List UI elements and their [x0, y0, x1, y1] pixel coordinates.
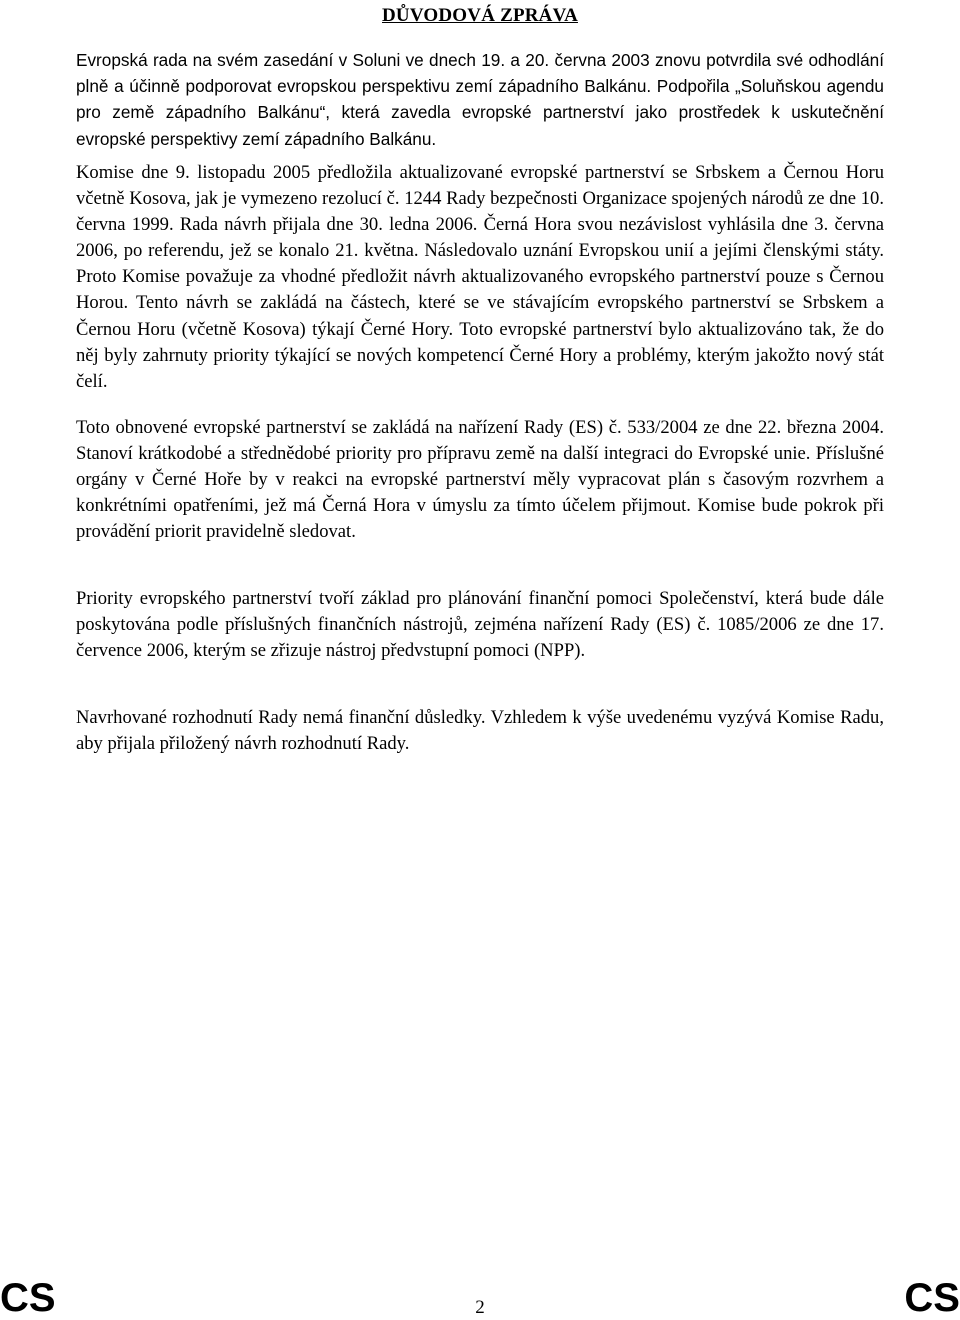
page-number: 2 [475, 1297, 485, 1318]
paragraph-thessaloniki: Evropská rada na svém zasedání v Soluni ve dnech 19. a 20. června 2003 znovu potvrdila své odhodlání plně a účinně podporovat evropskou perspektivu zemí západního Balkánu. Podpořila „Soluňskou agendu pro země západního Balkánu“, která zavedla evropské partnerství jako prostředek k uskutečnění evropské perspektivy zemí západního Balkánu. [76, 50, 884, 149]
paragraph-financial-assistance: Priority evropského partnerství tvoří základ pro plánování finanční pomoci Společenství, která bude dále poskytována podle příslušných finančních nástrojů, zejména nařízení Rady (ES) č. 1085/2006 ze dne 17. července 2006, kterým se zřizuje nástroj předvstupní pomoci (NPP). [76, 588, 884, 662]
paragraph-commission-partnership: Komise dne 9. listopadu 2005 předložila aktualizované evropské partnerství se Srbskem a Černou Horu včetně Kosova, jak je vymezeno rezolucí č. 1244 Rady bezpečnosti Organizace spojených národů ze dne 10. června 1999. Rada návrh přijala dne 30. ledna 2006. Černá Hora svou nezávislost vyhlásila dne 3. června 2006, po referendu, jež se konalo 21. května. Následovalo uznání Evropskou unií a jejími členskými státy. Proto Komise považuje za vhodné předložit návrh aktualizovaného evropského partnerství pouze s Černou Horou. Tento návrh se zakládá na částech, které se ve stávajícím evropského partnerství se Srbskem a Černou Horu (včetně Kosova) týkají Černé Hory. Toto evropské partnerství bylo aktualizováno tak, že do něj byly zahrnuty priority týkající se nových kompetencí Černé Hory a problémy, kterým jakožto nový stát čelí. [76, 162, 884, 392]
footer-language-left: CS [0, 1276, 56, 1320]
paragraph-financial-implications: Navrhované rozhodnutí Rady nemá finanční důsledky. Vzhledem k výše uvedenému vyzývá Komise Radu, aby přijala přiložený návrh rozhodnutí Rady. [76, 707, 884, 755]
page-title: DŮVODOVÁ ZPRÁVA [382, 5, 578, 26]
footer-language-right: CS [904, 1276, 960, 1320]
paragraph-council-regulation: Toto obnovené evropské partnerství se zakládá na nařízení Rady (ES) č. 533/2004 ze dne 22. března 2004. Stanoví krátkodobé a střednědobé priority pro přípravu země na další integraci do Evropské unie. Příslušné orgány v Černé Hoře by v reakci na evropské partnerství měly vypracovat plán s časovým rozvrhem a konkrétními opatřeními, jež má Černá Hora v úmyslu za tímto účelem přijmout. Komise bude pokrok při provádění priorit pravidelně sledovat. [76, 417, 884, 543]
